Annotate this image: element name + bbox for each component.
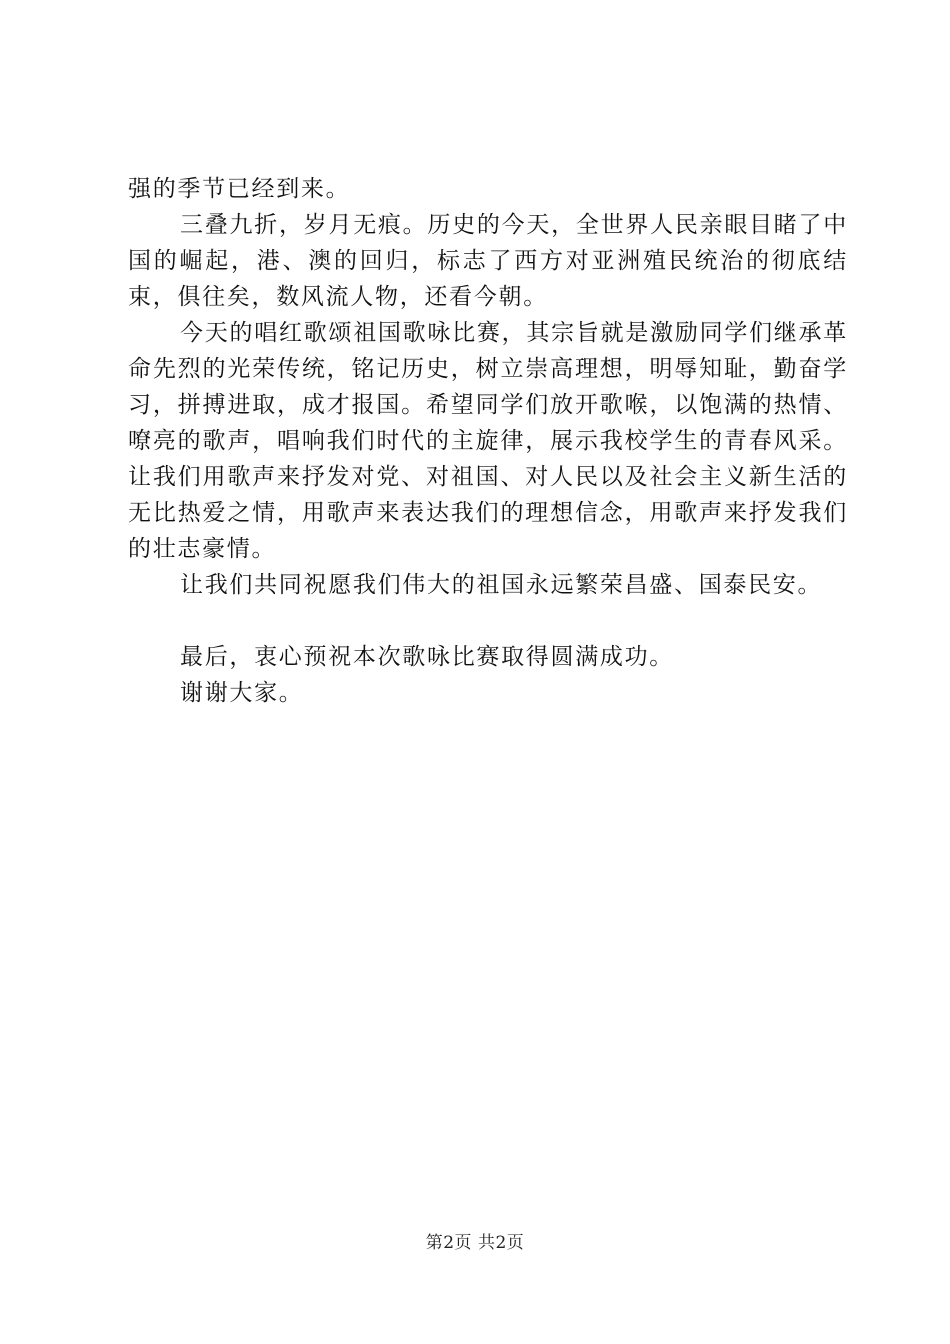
paragraph-competition-purpose: 今天的唱红歌颂祖国歌咏比赛，其宗旨就是激励同学们继承革命先烈的光荣传统，铭记历史，树立崇高理想，明辱知耻，勤奋学习，拼搏进取，成才报国。希望同学们放开歌喉，以饱满的热情、嘹亮的歌声，唱响我们时代的主旋律，展示我校学生的青春风采。让我们用歌声来抒发对党、对祖国、对人民以及社会主义新生活的无比热爱之情，用歌声来表达我们的理想信念，用歌声来抒发我们的壮志豪情。: [128, 320, 848, 562]
paragraph-continuation: 强的季节已经到来。: [128, 176, 351, 202]
document-body: [128, 171, 848, 711]
paragraph-history: 三叠九折，岁月无痕。历史的今天，全世界人民亲眼目睹了中国的崛起，港、澳的回归，标志了西方对亚洲殖民统治的彻底结束，俱往矣，数风流人物，还看今朝。: [128, 212, 848, 310]
paragraph-spacer: [128, 603, 848, 639]
paragraph-closing-wish: 最后，衷心预祝本次歌咏比赛取得圆满成功。: [180, 644, 674, 670]
paragraph-thanks: 谢谢大家。: [180, 680, 304, 706]
page-number-footer: 第2页 共2页: [425, 1233, 525, 1253]
paragraph-wish: 让我们共同祝愿我们伟大的祖国永远繁荣昌盛、国泰民安。: [180, 572, 823, 598]
